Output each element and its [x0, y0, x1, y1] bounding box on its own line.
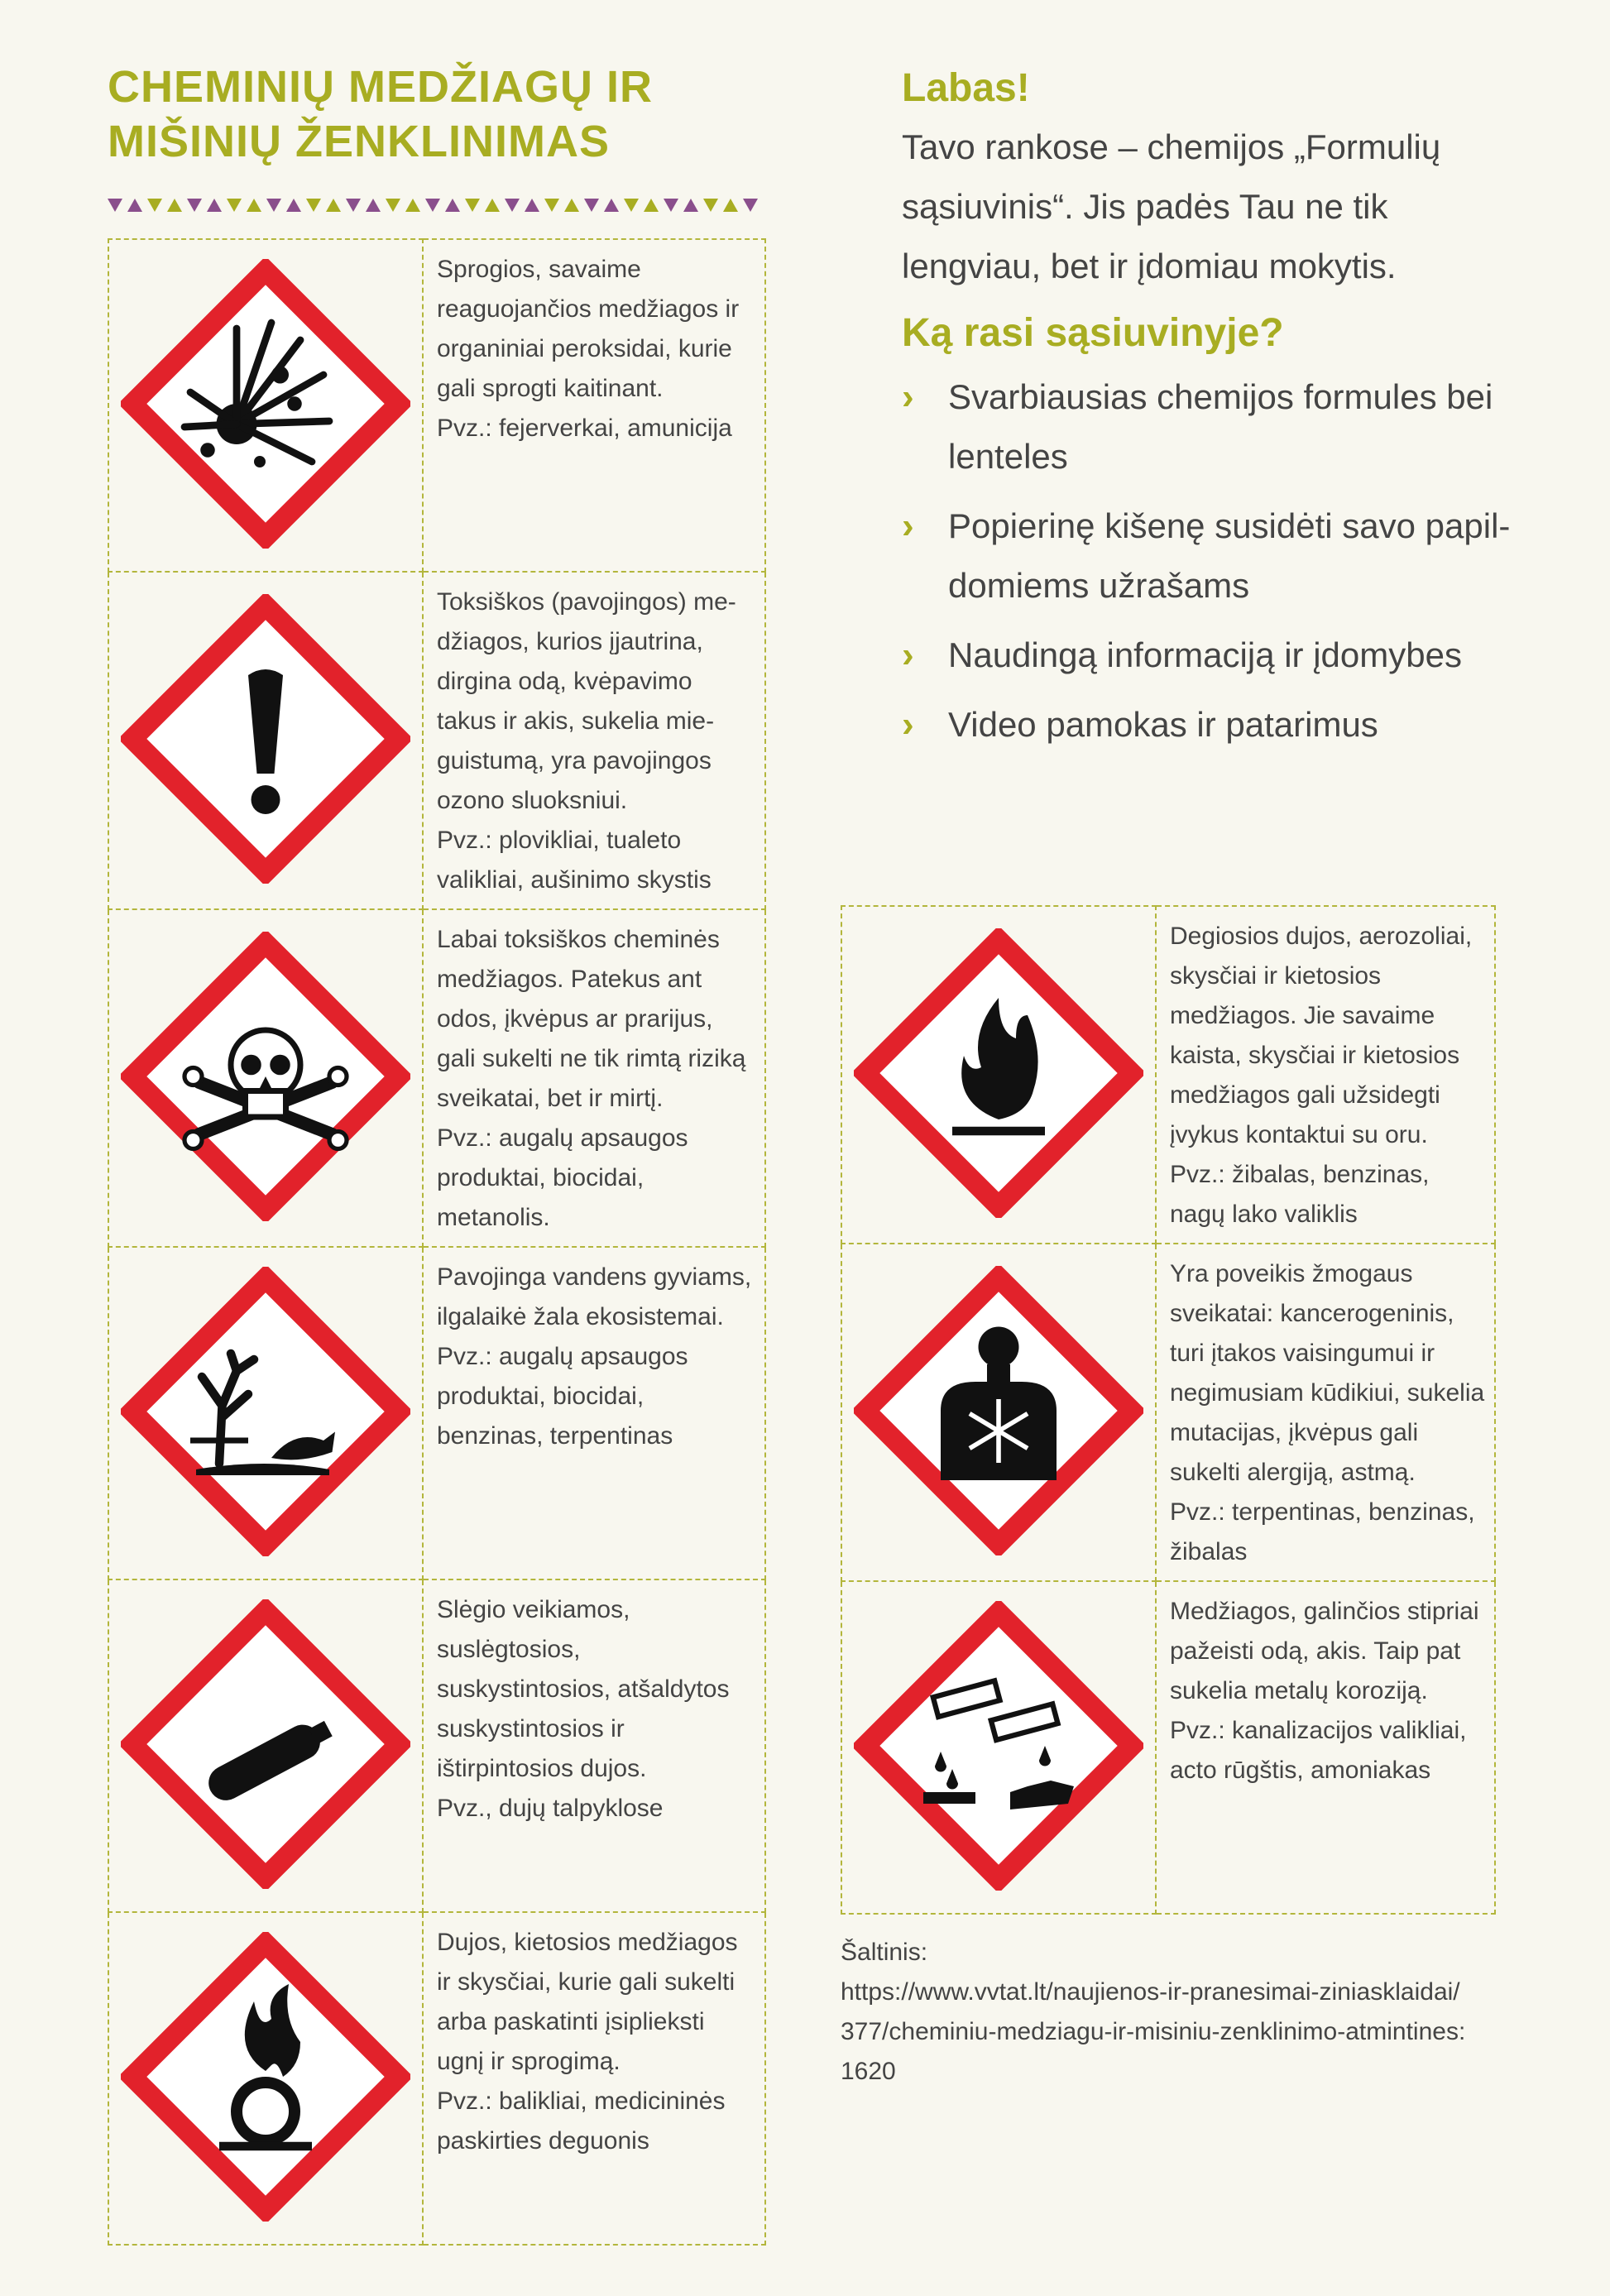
description-cell	[423, 572, 765, 909]
greeting-heading: Labas!	[902, 66, 1030, 110]
subheading: Ką rasi sąsiuvinyje?	[902, 311, 1284, 355]
example-text: Pvz.: fejerverkai, amunicija	[437, 415, 732, 442]
description-cell	[1156, 1244, 1495, 1581]
list-item	[902, 496, 1531, 616]
example-text: Pvz.: kanalizacijos valikliai, acto rūgštis, amoniakas	[1170, 1717, 1467, 1784]
oxidizer-icon	[121, 1932, 410, 2222]
chevron-right-icon: ›	[902, 635, 914, 675]
description-cell	[423, 909, 765, 1247]
title-line-1: CHEMINIŲ MEDŽIAGŲ IR	[108, 62, 653, 112]
list-item	[902, 695, 1531, 755]
list-item-text: Naudingą informaciją ir įdomybes	[948, 635, 1462, 674]
exclamation-icon	[121, 594, 410, 884]
description-text: Pavojinga vandens gyviams, ilgalaikė žala ekosistemai.	[437, 1263, 752, 1330]
example-text: Pvz.: balikliai, medicininės paskirties deguonis	[437, 2087, 726, 2155]
example-text: Pvz.: plovikliai, tualeto valikliai, aušinimo skystis	[437, 827, 712, 894]
description-text: Sprogios, savaime reaguojančios medžiagos ir organiniai peroksidai, kurie gali sprogti kaitinant.	[437, 256, 740, 402]
left-pictogram-table	[108, 238, 766, 2246]
title-line-2: MIŠINIŲ ŽENKLINIMAS	[108, 117, 610, 166]
explosive-icon	[121, 259, 410, 549]
example-text: Pvz.: augalų apsaugos produktai, biocidai, benzinas, terpentinas	[437, 1343, 688, 1450]
table-row	[841, 1244, 1495, 1581]
pictogram-cell	[841, 1244, 1156, 1581]
list-item	[902, 367, 1531, 487]
pictogram-cell	[841, 906, 1156, 1244]
intro-lead: Tavo rankose – chemijos „Formulių sąsiuvinis“. Jis padės Tau ne tik lengviau, bet ir įdomiau mokytis.	[902, 127, 1441, 285]
list-item	[902, 626, 1531, 685]
description-text: Labai toksiškos cheminės medžiagos. Patekus ant odos, įkvėpus ar prarijus, gali sukelti ne tik rimtą riziką sveikatai, bet ir mirtį.	[437, 926, 746, 1112]
description-cell	[1156, 1581, 1495, 1914]
table-row	[841, 906, 1495, 1244]
table-row	[108, 572, 765, 909]
right-pictogram-table	[841, 905, 1496, 1915]
chevron-right-icon: ›	[902, 506, 914, 546]
intro-section	[902, 60, 1531, 765]
description-text: Dujos, kietosios medžiagos ir skysčiai, kurie gali sukelti arba paskatinti įsiplieksti ugnį ir sprogimą.	[437, 1929, 738, 2075]
table-row	[108, 1912, 765, 2245]
pictogram-cell	[108, 572, 423, 909]
list-item-text: Video pamokas ir patarimus	[948, 705, 1378, 744]
table-row	[108, 909, 765, 1247]
pictogram-cell	[108, 909, 423, 1247]
gas-cylinder-icon	[121, 1599, 410, 1889]
feature-list	[902, 367, 1531, 755]
table-row	[108, 1247, 765, 1579]
description-text: Degiosios dujos, aerozoliai, skysčiai ir kietosios medžiagos. Jie savaime kaista, skysčiai ir kietosios medžiagos gali užsidegti įvykus kontaktui su oru.	[1170, 923, 1473, 1148]
description-text: Yra poveikis žmogaus sveikatai: kancerogeninis, turi įtakos vaisingumui ir negimusiam kūdikiui, sukelia mutacijas, įkvėpus gali sukelti alergiją, astmą.	[1170, 1260, 1485, 1486]
page-title	[108, 60, 769, 169]
list-item-text: Svarbiausias chemijos formules bei lenteles	[948, 377, 1493, 476]
description-text: Slėgio veikiamos, suslėgtosios, suskystintosios, atšaldytos suskystintosios ir ištirpintosios dujos.	[437, 1596, 730, 1782]
table-row	[841, 1581, 1495, 1914]
pictogram-cell	[108, 1579, 423, 1912]
skull-icon	[121, 932, 410, 1221]
health-hazard-icon	[854, 1266, 1143, 1555]
corrosive-icon	[854, 1601, 1143, 1891]
source-label: Šaltinis:	[841, 1939, 928, 1966]
example-text: Pvz.: žibalas, benzinas, nagų lako valiklis	[1170, 1161, 1430, 1228]
chevron-right-icon: ›	[902, 704, 914, 745]
table-row	[108, 239, 765, 572]
flame-icon	[854, 928, 1143, 1218]
description-cell	[423, 239, 765, 572]
example-text: Pvz., dujų talpyklose	[437, 1795, 664, 1822]
chevron-right-icon: ›	[902, 376, 914, 417]
table-row	[108, 1579, 765, 1912]
description-text: Toksiškos (pavojingos) me-džiagos, kurios įjautrina, dirgina odą, kvėpavimo takus ir akis, sukelia mie-guistumą, yra pavojingos ozono sluoksniui.	[437, 588, 736, 814]
example-text: Pvz.: augalų apsaugos produktai, biocidai, metanolis.	[437, 1124, 688, 1231]
list-item-text: Popierinę kišenę susidėti savo papil-domiems užrašams	[948, 506, 1511, 605]
description-text: Medžiagos, galinčios stipriai pažeisti odą, akis. Taip pat sukelia metalų koroziją.	[1170, 1598, 1479, 1704]
pictogram-cell	[108, 1247, 423, 1579]
pictogram-cell	[841, 1581, 1156, 1914]
description-cell	[423, 1579, 765, 1912]
source-link[interactable]: https://www.vvtat.lt/naujienos-ir-pranesimai-ziniasklaidai/377/cheminiu-medziagu-ir-misiniu-zenklinimo-atmintines:1620	[841, 1978, 1466, 2085]
pictogram-cell	[108, 239, 423, 572]
pictogram-cell	[108, 1912, 423, 2245]
example-text: Pvz.: terpentinas, benzinas, žibalas	[1170, 1498, 1475, 1565]
environment-icon	[121, 1267, 410, 1556]
description-cell	[423, 1247, 765, 1579]
source-note	[841, 1933, 1469, 2092]
description-cell	[1156, 906, 1495, 1244]
description-cell	[423, 1912, 765, 2245]
zigzag-divider	[108, 195, 761, 217]
